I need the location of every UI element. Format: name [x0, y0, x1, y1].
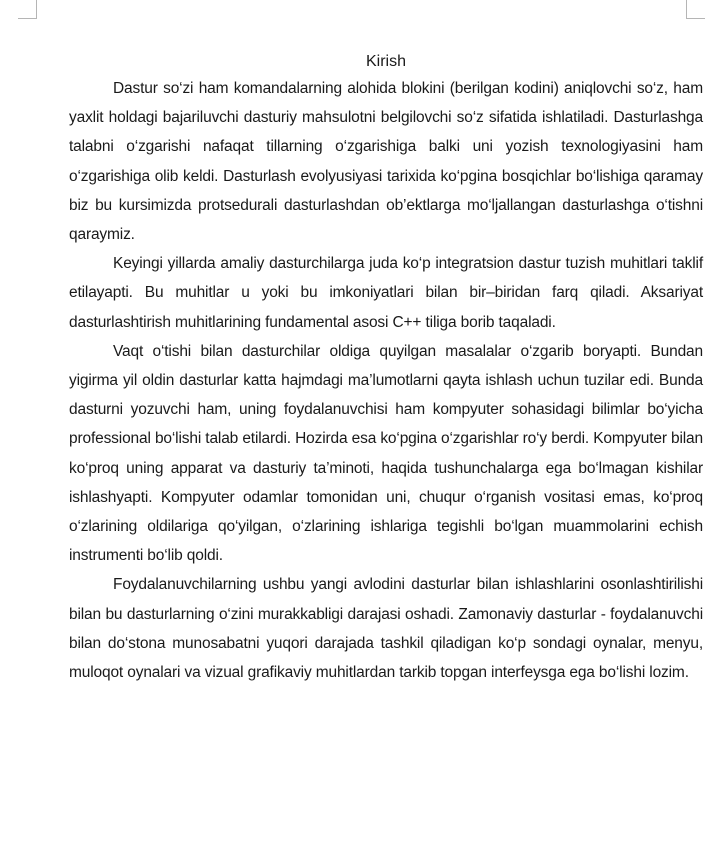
document-page	[69, 50, 703, 687]
paragraph-4: Foydalanuvchilarning ushbu yangi avlodini dasturlar bilan ishlashlarini osonlashtirilishi bilan bu dasturlarning o‘zini murakkabligi darajasi oshadi. Zamonaviy dasturlar - foydalanuvchi bilan do‘stona munosabatni yuqori darajada tashkil qiladigan ko‘p sondagi oynalar, menyu, muloqot oynalari va vizual grafikaviy muhitlardan tarkib topgan interfeysga ega bo‘lishi lozim.	[69, 576, 703, 682]
page-corner-marker-right	[686, 0, 705, 19]
paragraph-3: Vaqt o‘tishi bilan dasturchilar oldiga quyilgan masalalar o‘zgarib boryapti. Bundan yigirma yil oldin dasturlar katta hajmdagi ma’lumotlarni qayta ishlash uchun tuzilar edi. Bunda dasturni yozuvchi ham, uning foydalanuvchisi ham kompyuter sohasidagi bilimlar bo‘yicha professional bo‘lishi talab etilardi. Hozirda esa ko‘pgina o‘zgarishlar ro‘y berdi. Kompyuter bilan ko‘proq uning apparat va dasturiy ta’minoti, haqida tushunchalarga ega bo‘lmagan kishilar ishlashyapti. Kompyuter odamlar tomonidan uni, chuqur o‘rganish vositasi emas, ko‘proq o‘zlarining oldilariga qo‘yilgan, o‘zlarining ishlariga tegishli bo‘lgan muammolarini echish instrumenti bo‘lib qoldi.	[69, 342, 703, 565]
page-corner-marker-left	[18, 0, 37, 19]
paragraph-1: Dastur so‘zi ham komandalarning alohida blokini (berilgan kodini) aniqlovchi so‘z, ham yaxlit holdagi bajariluvchi dasturiy mahsulotni belgilovchi so‘z sifatida ishlatiladi. Dasturlashga talabni o‘zgarishi nafaqat tillarning o‘zgarishiga balki uni yozish texnologiyasini ham o‘zgarishiga olib keldi. Dasturlash evolyusiyasi tarixida ko‘pgina bosqichlar bo‘lishiga qaramay biz bu kursimizda protsedurali dasturlashdan ob’ektlarga mo‘ljallangan dasturlashga o‘tishni qaraymiz.	[69, 80, 703, 244]
paragraph-2: Keyingi yillarda amaliy dasturchilarga juda ko‘p integratsion dastur tuzish muhitlari taklif etilayapti. Bu muhitlar u yoki bu imkoniyatlari bilan bir–biridan farq qiladi. Aksariyat dasturlashtirish muhitlarining fundamental asosi C++ tiliga borib taqaladi.	[69, 255, 703, 331]
document-title: Kirish	[365, 53, 406, 70]
